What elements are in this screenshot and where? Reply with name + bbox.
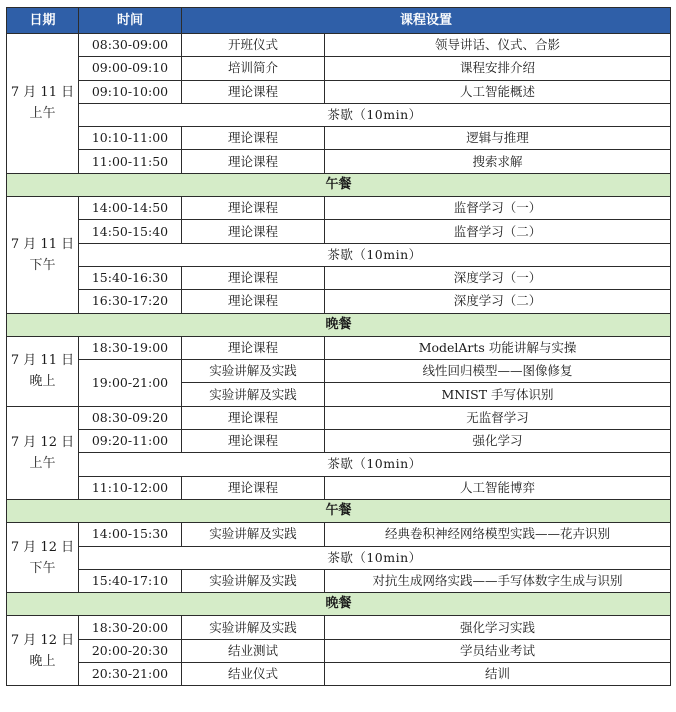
day-date: 7 月 11 日 (10, 353, 75, 369)
meal-label: 午餐 (7, 173, 671, 196)
day-cell (7, 523, 79, 593)
session-type: 结业仪式 (182, 663, 325, 686)
session-row (7, 476, 671, 499)
time-cell: 14:00-14:50 (79, 197, 182, 220)
meal-row (7, 173, 671, 196)
day-date: 7 月 12 日 (10, 434, 75, 450)
time-cell: 11:10-12:00 (79, 476, 182, 499)
session-content: 搜索求解 (325, 150, 671, 173)
session-type: 理论课程 (182, 290, 325, 313)
time-cell: 08:30-09:20 (79, 406, 182, 429)
time-cell: 15:40-17:10 (79, 569, 182, 592)
session-content: 监督学习（一） (325, 197, 671, 220)
session-content: 深度学习（一） (325, 266, 671, 289)
meal-row (7, 313, 671, 336)
session-type: 培训简介 (182, 57, 325, 80)
time-cell: 11:00-11:50 (79, 150, 182, 173)
day-period: 下午 (29, 560, 56, 576)
session-content: 经典卷积神经网络模型实践——花卉识别 (325, 523, 671, 546)
day-period: 上午 (29, 106, 56, 122)
session-type: 理论课程 (182, 197, 325, 220)
meal-label: 午餐 (7, 499, 671, 522)
time-cell: 20:30-21:00 (79, 663, 182, 686)
day-cell (7, 406, 79, 499)
break-row (7, 243, 671, 266)
time-cell: 20:00-20:30 (79, 639, 182, 662)
tea-break: 茶歇（10min） (79, 243, 671, 266)
day-period: 下午 (29, 257, 56, 273)
session-row (7, 127, 671, 150)
session-row (7, 197, 671, 220)
meal-label: 晚餐 (7, 593, 671, 616)
session-row (7, 639, 671, 662)
header-course: 课程设置 (182, 8, 671, 34)
day-date: 7 月 12 日 (10, 539, 75, 555)
session-content: 线性回归模型——图像修复 (325, 360, 671, 383)
time-cell: 14:50-15:40 (79, 220, 182, 243)
meal-label: 晚餐 (7, 313, 671, 336)
day-period: 上午 (29, 455, 56, 471)
session-row (7, 360, 671, 383)
session-content: 课程安排介绍 (325, 57, 671, 80)
session-content: 对抗生成网络实践——手写体数字生成与识别 (325, 569, 671, 592)
session-content: 结训 (325, 663, 671, 686)
time-cell: 10:10-11:00 (79, 127, 182, 150)
session-type: 理论课程 (182, 430, 325, 453)
break-row (7, 103, 671, 126)
day-cell (7, 616, 79, 686)
day-date: 7 月 11 日 (10, 85, 75, 101)
session-content: 强化学习 (325, 430, 671, 453)
day-cell (7, 197, 79, 313)
meal-row (7, 499, 671, 522)
session-row (7, 290, 671, 313)
tea-break: 茶歇（10min） (79, 453, 671, 476)
session-type: 实验讲解及实践 (182, 383, 325, 406)
session-content: 监督学习（二） (325, 220, 671, 243)
session-row (7, 663, 671, 686)
session-row (7, 523, 671, 546)
session-row (7, 34, 671, 57)
session-type: 实验讲解及实践 (182, 360, 325, 383)
day-date: 7 月 12 日 (10, 632, 75, 648)
schedule-table (6, 7, 671, 686)
session-type: 开班仪式 (182, 34, 325, 57)
session-content: 逻辑与推理 (325, 127, 671, 150)
session-content: 无监督学习 (325, 406, 671, 429)
day-cell (7, 336, 79, 406)
time-cell: 18:30-20:00 (79, 616, 182, 639)
session-type: 结业测试 (182, 639, 325, 662)
session-row (7, 336, 671, 359)
time-cell: 09:10-10:00 (79, 80, 182, 103)
session-type: 理论课程 (182, 150, 325, 173)
tea-break: 茶歇（10min） (79, 546, 671, 569)
session-type: 理论课程 (182, 476, 325, 499)
time-cell: 19:00-21:00 (79, 360, 182, 407)
meal-row (7, 593, 671, 616)
header-row (7, 8, 671, 34)
session-row (7, 569, 671, 592)
break-row (7, 453, 671, 476)
session-content: ModelArts 功能讲解与实操 (325, 336, 671, 359)
session-row (7, 150, 671, 173)
time-cell: 09:20-11:00 (79, 430, 182, 453)
session-row (7, 80, 671, 103)
session-type: 理论课程 (182, 406, 325, 429)
time-cell: 09:00-09:10 (79, 57, 182, 80)
day-period: 晚上 (29, 374, 56, 390)
header-time: 时间 (79, 8, 182, 34)
break-row (7, 546, 671, 569)
session-content: 强化学习实践 (325, 616, 671, 639)
session-type: 理论课程 (182, 220, 325, 243)
session-type: 理论课程 (182, 127, 325, 150)
day-date: 7 月 11 日 (10, 236, 75, 252)
session-row (7, 616, 671, 639)
session-type: 实验讲解及实践 (182, 616, 325, 639)
time-cell: 18:30-19:00 (79, 336, 182, 359)
header-date: 日期 (7, 8, 79, 34)
session-content: 深度学习（二） (325, 290, 671, 313)
time-cell: 08:30-09:00 (79, 34, 182, 57)
day-cell (7, 34, 79, 174)
session-type: 理论课程 (182, 336, 325, 359)
time-cell: 15:40-16:30 (79, 266, 182, 289)
session-content: 领导讲话、仪式、合影 (325, 34, 671, 57)
session-content: 学员结业考试 (325, 639, 671, 662)
session-type: 理论课程 (182, 80, 325, 103)
session-row (7, 406, 671, 429)
schedule-body (7, 34, 671, 686)
tea-break: 茶歇（10min） (79, 103, 671, 126)
session-row (7, 430, 671, 453)
session-type: 实验讲解及实践 (182, 523, 325, 546)
session-row (7, 266, 671, 289)
session-content: MNIST 手写体识别 (325, 383, 671, 406)
session-content: 人工智能概述 (325, 80, 671, 103)
time-cell: 14:00-15:30 (79, 523, 182, 546)
session-row (7, 220, 671, 243)
day-period: 晚上 (29, 653, 56, 669)
session-content: 人工智能博弈 (325, 476, 671, 499)
session-row (7, 57, 671, 80)
session-type: 实验讲解及实践 (182, 569, 325, 592)
session-type: 理论课程 (182, 266, 325, 289)
time-cell: 16:30-17:20 (79, 290, 182, 313)
